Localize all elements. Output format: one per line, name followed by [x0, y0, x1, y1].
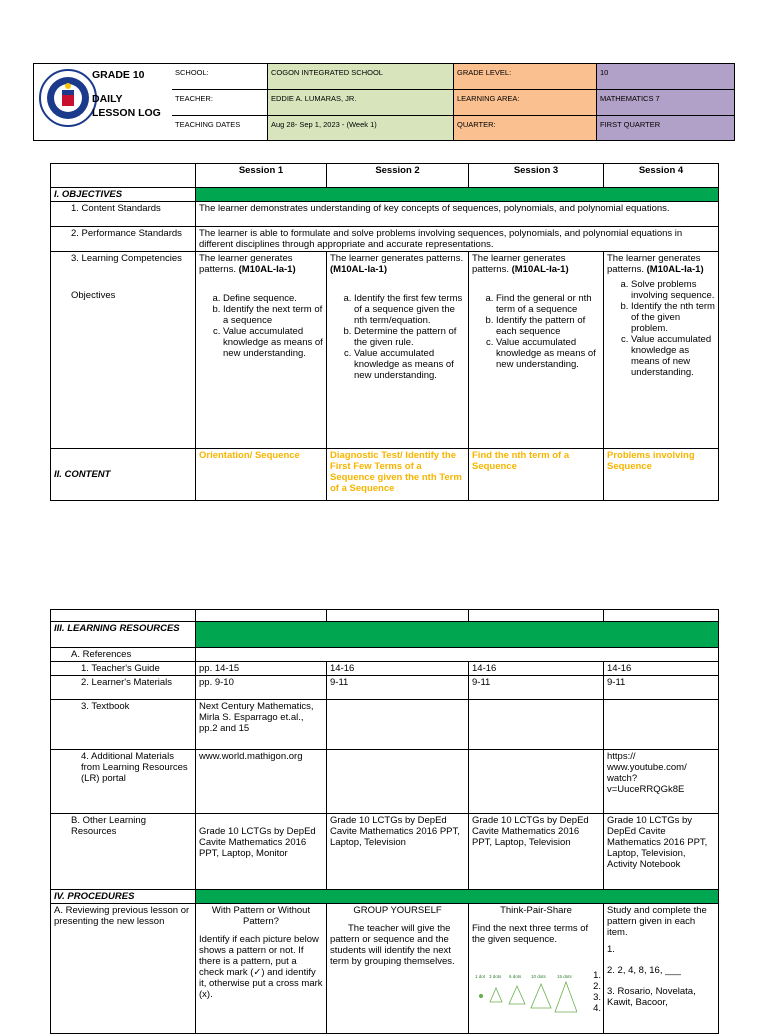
- blank-cell: [604, 700, 719, 750]
- other-resources-label: B. Other Learning Resources: [51, 814, 196, 890]
- objective-item: c. Value accumulated knowledge as means of new understanding.: [496, 337, 600, 370]
- blank-cell: [604, 610, 719, 622]
- competency-text: The learner generates patterns.: [607, 253, 701, 275]
- objective-item: a. Solve problems involving sequence.: [631, 279, 715, 301]
- reviewing-lesson-label: A. Reviewing previous lesson or presenting the new lesson: [51, 904, 196, 1034]
- objective-item: c. Value accumulated knowledge as means of new understanding.: [223, 326, 323, 359]
- figure-label: 3 dots: [489, 974, 502, 979]
- objective-item: a. Identify the first few terms of a sequence given the nth term/equation.: [354, 293, 465, 326]
- procedure-text: Study and complete the pattern given in each item.: [607, 905, 707, 938]
- session-2-procedure: [327, 904, 469, 1034]
- session-4-content: Problems involving Sequence: [604, 449, 719, 501]
- blank-cell: [51, 164, 196, 188]
- procedure-item: 3. Rosario, Novelata, Kawit, Bacoor,: [607, 986, 696, 1008]
- objective-item: c. Value accumulated knowledge as means of new understanding.: [354, 348, 465, 381]
- session-2-header: Session 2: [327, 164, 469, 188]
- header-title-block: [34, 64, 173, 140]
- learners-materials-s2: 9-11: [327, 676, 469, 700]
- learning-competencies-cell: [51, 252, 196, 449]
- session-4-procedure: [604, 904, 719, 1034]
- other-resources-s2: Grade 10 LCTGs by DepEd Cavite Mathematics 2016 PPT, Laptop, Television: [327, 814, 469, 890]
- blank-cell: [469, 750, 604, 814]
- content-standards-label: 1. Content Standards: [51, 202, 196, 227]
- grade-level-label: GRADE LEVEL:: [454, 64, 597, 90]
- objective-item: b. Determine the pattern of the given rule.: [354, 326, 465, 348]
- grade-title: GRADE 10: [92, 69, 145, 81]
- figure-label: 15 dots: [557, 974, 572, 979]
- objective-item: b. Identify the next term of a sequence: [223, 304, 323, 326]
- school-value: COGON INTEGRATED SCHOOL: [268, 64, 454, 90]
- quarter-value: FIRST QUARTER: [597, 116, 734, 140]
- blank-cell: [51, 610, 196, 622]
- procedure-text: Identify if each picture below shows a pattern or not. If there is a pattern, put a check mark (✓) and identify it, otherwise put a cross mark (x).: [199, 934, 323, 1000]
- teachers-guide-s2: 14-16: [327, 662, 469, 676]
- session-3-header: Session 3: [469, 164, 604, 188]
- learning-area-value: MATHEMATICS 7: [597, 90, 734, 116]
- objectives-title: I. OBJECTIVES: [51, 188, 196, 202]
- objective-item: a. Find the general or nth term of a sequence: [496, 293, 600, 315]
- session-3-content: Find the nth term of a Sequence: [469, 449, 604, 501]
- objectives-green-bar: [196, 188, 719, 202]
- competency-text: The learner generates patterns.: [199, 253, 293, 275]
- blank-cell: [469, 610, 604, 622]
- blank-cell: [327, 750, 469, 814]
- procedures-green-bar: [196, 890, 719, 904]
- content-title: II. CONTENT: [51, 449, 196, 501]
- item-number: 1.: [593, 970, 601, 981]
- additional-materials-label: 4. Additional Materials from Learning Resources (LR) portal: [51, 750, 196, 814]
- school-label: SCHOOL:: [172, 64, 268, 90]
- session-4-header: Session 4: [604, 164, 719, 188]
- session-1-content: Orientation/ Sequence: [196, 449, 327, 501]
- blank-cell: [469, 700, 604, 750]
- grade-level-value: 10: [597, 64, 734, 90]
- procedure-item: 1.: [607, 944, 615, 955]
- competency-code: (M10AL-Ia-1): [646, 264, 704, 275]
- content-standards-text: The learner demonstrates understanding of key concepts of sequences, polynomials, and polynomial equations.: [196, 202, 719, 227]
- procedures-title: IV. PROCEDURES: [51, 890, 196, 904]
- lesson-log-header: [33, 63, 735, 141]
- competency-code: (M10AL-Ia-1): [330, 264, 388, 275]
- teacher-value: EDDIE A. LUMARAS, JR.: [268, 90, 454, 116]
- additional-materials-s1: www.world.mathigon.org: [196, 750, 327, 814]
- competency-code: (M10AL-Ia-1): [238, 264, 296, 275]
- teacher-label: TEACHER:: [172, 90, 268, 116]
- learners-materials-s3: 9-11: [469, 676, 604, 700]
- item-number: 2.: [593, 981, 601, 992]
- procedure-title: Think-Pair-Share: [500, 905, 572, 916]
- objectives-table: [50, 163, 719, 501]
- learners-materials-s4: 9-11: [604, 676, 719, 700]
- teaching-dates-value: Aug 28- Sep 1, 2023 - (Week 1): [268, 116, 454, 140]
- quarter-label: QUARTER:: [454, 116, 597, 140]
- blank-cell: [196, 610, 327, 622]
- session-2-content: Diagnostic Test/ Identify the First Few Terms of a Sequence given the nth Term of a Sequence: [327, 449, 469, 501]
- session-3-objectives: [469, 252, 604, 449]
- competency-code: (M10AL-Ia-1): [511, 264, 569, 275]
- performance-standards-label: 2. Performance Standards: [51, 227, 196, 252]
- learning-resources-title: III. LEARNING RESOURCES: [51, 622, 196, 648]
- procedure-title: With Pattern or Without Pattern?: [211, 905, 311, 927]
- competency-text: The learner generates patterns.: [330, 253, 464, 264]
- dot-triangle-figure: [473, 972, 577, 1024]
- daily-lesson-log-title: DAILY LESSON LOG: [92, 93, 161, 119]
- learning-competencies-label: 3. Learning Competencies: [71, 253, 182, 264]
- other-resources-s4: Grade 10 LCTGs by DepEd Cavite Mathematics 2016 PPT, Laptop, Television, Activity Notebook: [604, 814, 719, 890]
- figure-label: 1 dot: [475, 974, 486, 979]
- resources-table: [50, 609, 719, 1034]
- performance-standards-text: The learner is able to formulate and solve problems involving sequences, polynomials, and polynomial equations in different disciplines through appropriate and accurate representations.: [196, 227, 719, 252]
- resources-green-bar: [196, 622, 719, 648]
- procedure-text: The teacher will give the pattern or sequence and the students will identify the next term by grouping themselves.: [330, 923, 455, 967]
- procedure-text: Find the next three terms of the given sequence.: [472, 923, 589, 945]
- procedure-item: 2. 2, 4, 8, 16, ___: [607, 965, 681, 976]
- session-3-procedure: [469, 904, 604, 1034]
- procedure-title: GROUP YOURSELF: [353, 905, 442, 916]
- learning-area-label: LEARNING AREA:: [454, 90, 597, 116]
- session-4-objectives: [604, 252, 719, 449]
- blank-cell: [196, 648, 719, 662]
- teachers-guide-label: 1. Teacher's Guide: [51, 662, 196, 676]
- teachers-guide-s3: 14-16: [469, 662, 604, 676]
- deped-seal-icon: [38, 68, 98, 128]
- blank-cell: [327, 610, 469, 622]
- references-label: A. References: [51, 648, 196, 662]
- session-1-objectives: [196, 252, 327, 449]
- other-resources-s3: Grade 10 LCTGs by DepEd Cavite Mathematics 2016 PPT, Laptop, Television: [469, 814, 604, 890]
- objective-item: b. Identify the nth term of the given problem.: [631, 301, 715, 334]
- session-1-header: Session 1: [196, 164, 327, 188]
- session-2-objectives: [327, 252, 469, 449]
- additional-materials-s4: https:// www.youtube.com/ watch? v=UuceRRQGk8E: [604, 750, 719, 814]
- blank-cell: [327, 700, 469, 750]
- objectives-label: Objectives: [71, 290, 116, 301]
- learners-materials-label: 2. Learner's Materials: [51, 676, 196, 700]
- learners-materials-s1: pp. 9-10: [196, 676, 327, 700]
- teaching-dates-label: TEACHING DATES: [172, 116, 268, 140]
- objective-item: b. Identify the pattern of each sequence: [496, 315, 600, 337]
- objective-item: c. Value accumulated knowledge as means of new understanding.: [631, 334, 715, 378]
- teachers-guide-s1: pp. 14-15: [196, 662, 327, 676]
- textbook-label: 3. Textbook: [51, 700, 196, 750]
- item-number: 4.: [593, 1003, 601, 1014]
- other-resources-s1: Grade 10 LCTGs by DepEd Cavite Mathematics 2016 PPT, Laptop, Monitor: [196, 814, 327, 890]
- teachers-guide-s4: 14-16: [604, 662, 719, 676]
- competency-text: The learner generates patterns.: [472, 253, 566, 275]
- figure-label: 10 dots: [531, 974, 546, 979]
- figure-label: 6 dots: [509, 974, 522, 979]
- objective-item: a. Define sequence.: [223, 293, 323, 304]
- item-number: 3.: [593, 992, 601, 1003]
- session-1-procedure: [196, 904, 327, 1034]
- textbook-s1: Next Century Mathematics, Mirla S. Esparrago et.al., pp.2 and 15: [196, 700, 327, 750]
